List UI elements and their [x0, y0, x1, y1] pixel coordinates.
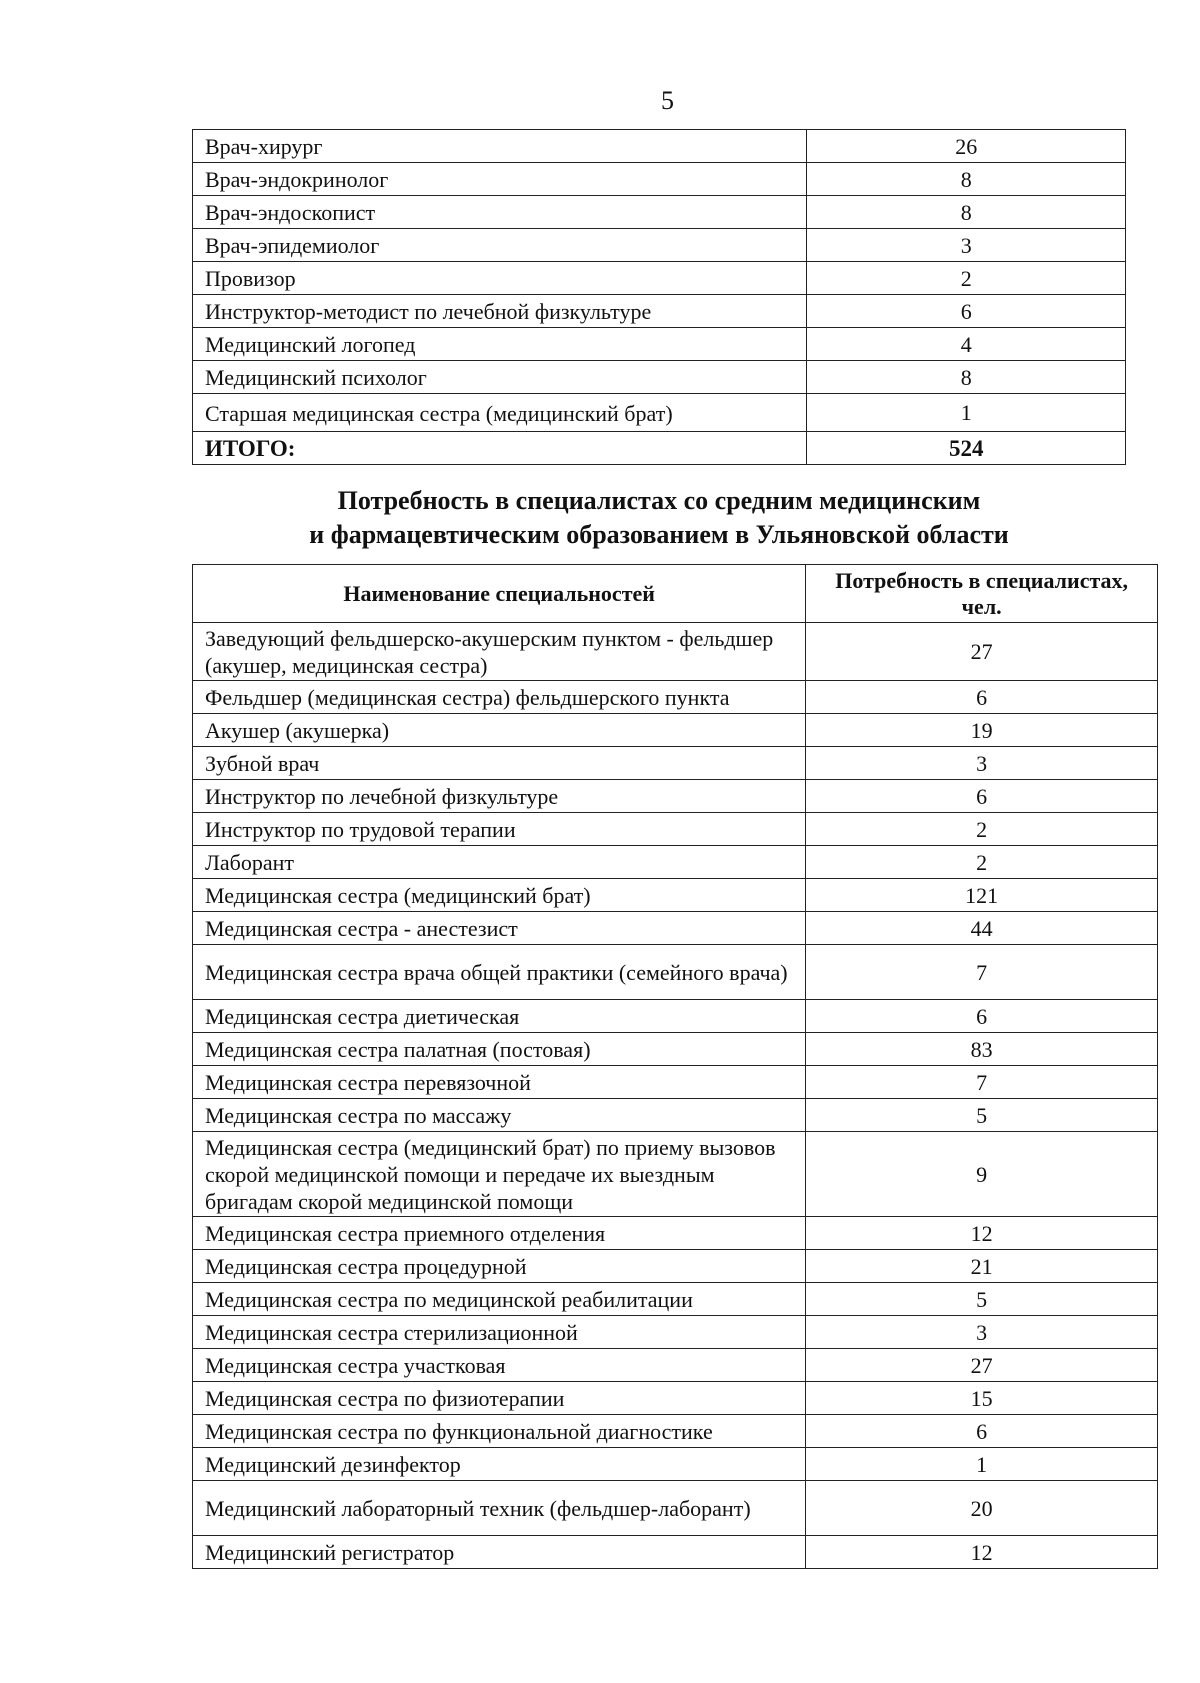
total-row [193, 432, 1126, 465]
header-demand [806, 565, 1158, 623]
specialty-name: Медицинский регистратор [193, 1536, 806, 1569]
specialty-count: 8 [807, 196, 1126, 229]
specialty-name: Заведующий фельдшерско-акушерским пунктом - фельдшер (акушер, медицинская сестра) [193, 623, 806, 681]
specialty-name: Медицинская сестра по массажу [193, 1099, 806, 1132]
table-row [193, 623, 1158, 681]
table-row [193, 163, 1126, 196]
specialty-name: Медицинская сестра по медицинской реабилитации [193, 1283, 806, 1316]
specialty-name: Врач-эндокринолог [193, 163, 807, 196]
specialty-count: 9 [806, 1132, 1158, 1217]
specialty-count: 3 [807, 229, 1126, 262]
specialty-count: 27 [806, 1349, 1158, 1382]
specialty-count: 8 [807, 163, 1126, 196]
specialty-name: Медицинская сестра перевязочной [193, 1066, 806, 1099]
specialty-name: Медицинская сестра по физиотерапии [193, 1382, 806, 1415]
specialty-count: 1 [807, 394, 1126, 432]
specialty-name: Медицинская сестра (медицинский брат) [193, 879, 806, 912]
specialty-count: 7 [806, 1066, 1158, 1099]
table-header-row [193, 565, 1158, 623]
table-row [193, 1000, 1158, 1033]
specialty-name: Инструктор-методист по лечебной физкультуре [193, 295, 807, 328]
specialty-name: Медицинская сестра врача общей практики (семейного врача) [193, 945, 806, 1000]
specialty-name: Медицинский дезинфектор [193, 1448, 806, 1481]
specialty-count: 21 [806, 1250, 1158, 1283]
specialty-count: 83 [806, 1033, 1158, 1066]
table-row [193, 1033, 1158, 1066]
table-row [193, 879, 1158, 912]
specialty-count: 5 [806, 1283, 1158, 1316]
specialty-count: 5 [806, 1099, 1158, 1132]
table-row [193, 681, 1158, 714]
section-heading-line1: Потребность в специалистах со средним медицинским [337, 486, 981, 515]
total-value: 524 [807, 432, 1126, 465]
specialty-count: 121 [806, 879, 1158, 912]
specialists-table-continued [192, 129, 1126, 465]
table-row [193, 1481, 1158, 1536]
specialty-count: 44 [806, 912, 1158, 945]
specialty-count: 8 [807, 361, 1126, 394]
specialty-name: Медицинская сестра по функциональной диагностике [193, 1415, 806, 1448]
table-row [193, 394, 1126, 432]
section-heading-line2: и фармацевтическим образованием в Ульяновской области [309, 520, 1009, 549]
nursing-specialists-table [192, 564, 1158, 1569]
specialty-count: 20 [806, 1481, 1158, 1536]
specialty-name: Врач-эндоскопист [193, 196, 807, 229]
table-row [193, 361, 1126, 394]
table-row [193, 1316, 1158, 1349]
specialty-name: Фельдшер (медицинская сестра) фельдшерского пункта [193, 681, 806, 714]
table-row [193, 328, 1126, 361]
specialty-count: 6 [806, 681, 1158, 714]
specialty-name: Медицинская сестра стерилизационной [193, 1316, 806, 1349]
specialty-name: Медицинская сестра палатная (постовая) [193, 1033, 806, 1066]
table-row [193, 912, 1158, 945]
table-row [193, 714, 1158, 747]
specialty-name: Медицинская сестра - анестезист [193, 912, 806, 945]
specialty-count: 6 [807, 295, 1126, 328]
specialty-count: 2 [806, 846, 1158, 879]
specialty-name: Старшая медицинская сестра (медицинский брат) [193, 394, 807, 432]
specialty-count: 6 [806, 1000, 1158, 1033]
specialty-name: Медицинская сестра приемного отделения [193, 1217, 806, 1250]
table-row [193, 1132, 1158, 1217]
table-row [193, 1099, 1158, 1132]
specialty-count: 4 [807, 328, 1126, 361]
specialty-count: 3 [806, 1316, 1158, 1349]
specialty-count: 2 [806, 813, 1158, 846]
specialty-name: Инструктор по лечебной физкультуре [193, 780, 806, 813]
specialty-count: 26 [807, 130, 1126, 163]
header-demand-line1: Потребность в специалистах, [835, 567, 1129, 593]
specialty-count: 15 [806, 1382, 1158, 1415]
specialty-name: Врач-хирург [193, 130, 807, 163]
specialty-name: Медицинский логопед [193, 328, 807, 361]
table-row [193, 1349, 1158, 1382]
table-row [193, 196, 1126, 229]
header-specialty-name: Наименование специальностей [193, 565, 806, 623]
header-demand-line2: чел. [961, 593, 1002, 619]
specialty-count: 27 [806, 623, 1158, 681]
table-row [193, 229, 1126, 262]
specialty-name: Лаборант [193, 846, 806, 879]
specialty-name: Медицинская сестра участковая [193, 1349, 806, 1382]
table-row [193, 780, 1158, 813]
specialty-count: 19 [806, 714, 1158, 747]
table-row [193, 1250, 1158, 1283]
specialty-count: 6 [806, 1415, 1158, 1448]
specialty-name: Медицинская сестра процедурной [193, 1250, 806, 1283]
table-row [193, 813, 1158, 846]
specialty-count: 12 [806, 1536, 1158, 1569]
specialty-count: 7 [806, 945, 1158, 1000]
specialty-count: 1 [806, 1448, 1158, 1481]
table-row [193, 130, 1126, 163]
table-row [193, 747, 1158, 780]
page-number: 5 [661, 86, 674, 115]
specialty-count: 2 [807, 262, 1126, 295]
table-row [193, 1217, 1158, 1250]
specialty-name: Медицинская сестра диетическая [193, 1000, 806, 1033]
specialty-name: Акушер (акушерка) [193, 714, 806, 747]
specialty-name: Инструктор по трудовой терапии [193, 813, 806, 846]
specialty-name: Зубной врач [193, 747, 806, 780]
specialty-name: Провизор [193, 262, 807, 295]
table-row [193, 1415, 1158, 1448]
specialty-count: 6 [806, 780, 1158, 813]
specialty-count: 3 [806, 747, 1158, 780]
specialty-name: Медицинская сестра (медицинский брат) по приему вызовов скорой медицинской помощи и передаче их выездным бригадам скорой медицинской помощи [193, 1132, 806, 1217]
table-row [193, 945, 1158, 1000]
table-row [193, 295, 1126, 328]
specialty-name: Медицинский психолог [193, 361, 807, 394]
specialty-name: Врач-эпидемиолог [193, 229, 807, 262]
specialty-count: 12 [806, 1217, 1158, 1250]
table-row [193, 1448, 1158, 1481]
specialty-name: Медицинский лабораторный техник (фельдшер-лаборант) [193, 1481, 806, 1536]
table-row [193, 262, 1126, 295]
section-heading [192, 484, 1126, 552]
table-row [193, 846, 1158, 879]
table-row [193, 1283, 1158, 1316]
total-label: ИТОГО: [193, 432, 807, 465]
table-row [193, 1382, 1158, 1415]
table-row [193, 1066, 1158, 1099]
table-row [193, 1536, 1158, 1569]
